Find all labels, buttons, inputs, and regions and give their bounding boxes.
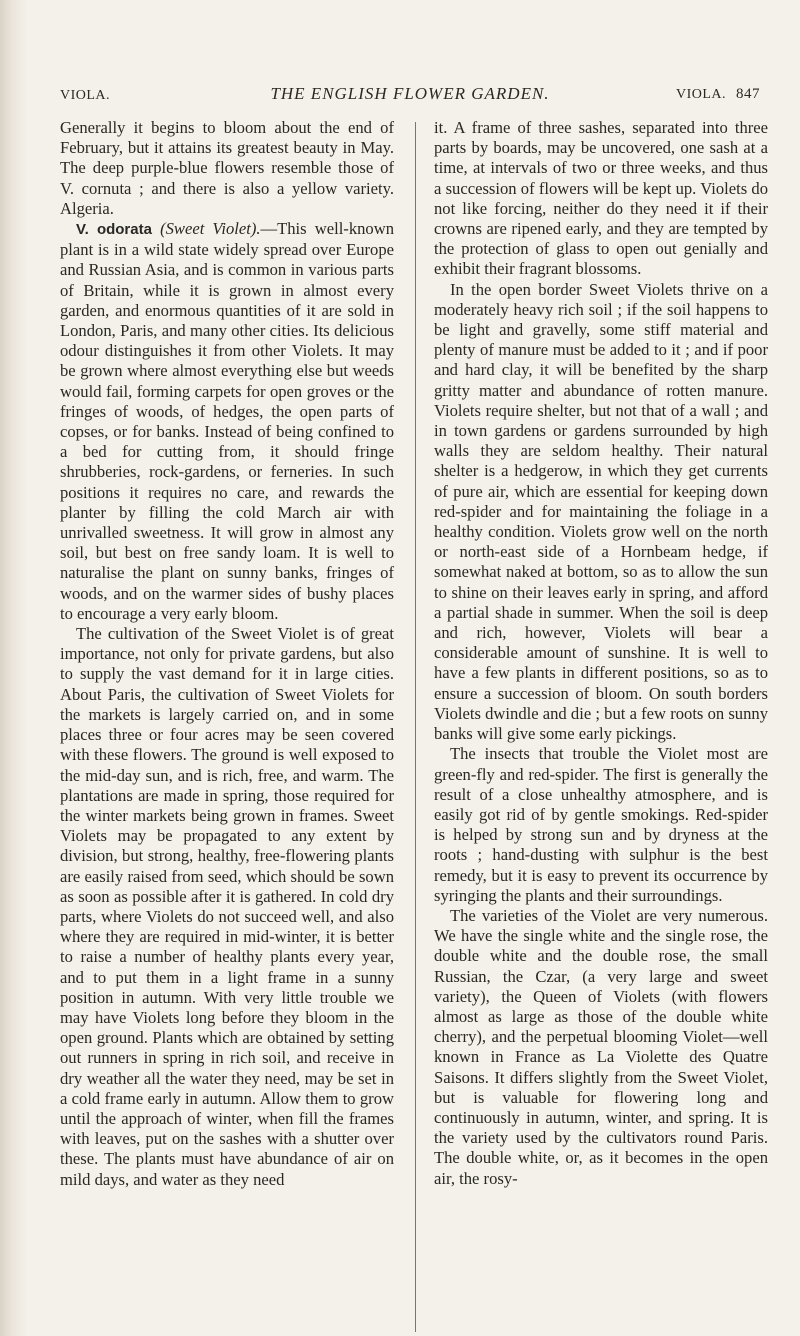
paragraph: The varieties of the Violet are very numerous. We have the single white and the single rose, the double white and the double rose, the small Russian, the Czar, (a very large and sweet variety), the Queen of Violets (with flowers almost as large as those of the double white cherry), and the perpetual blooming Violet—well known in France as La Violette des Quatre Saisons. It differs slightly from the Sweet Violet, but is valuable for flowering long and continuously in autumn, winter, and spring. It is the variety used by the cultivators round Paris. The double white, or, as it becomes in the open air, the rosy- — [434, 905, 768, 1188]
right-column — [434, 118, 768, 1189]
paragraph: it. A frame of three sashes, separated into three parts by boards, may be uncovered, one sash at a time, at intervals of two or three weeks, and thus a succession of flowers will be kept up. Violets do not like forcing, neither do they need it if their crowns are ripened early, and they are tempted by the protection of glass to open out genially and exhibit their fragrant blossoms. — [434, 118, 768, 279]
header-right — [676, 86, 760, 103]
column-divider — [415, 122, 416, 1332]
header-left: VIOLA. — [60, 88, 111, 103]
paragraph: The cultivation of the Sweet Violet is of great importance, not only for private gardens, but also to supply the vast demand for it in large cities. About Paris, the cultivation of Sweet Violets for the markets is largely carried on, and in some places three or four acres may be seen covered with these flowers. The ground is well exposed to the mid-day sun, and is rich, free, and warm. The plantations are made in spring, those required for the winter markets being grown in frames. Sweet Violets may be propagated to any extent by division, but strong, healthy, free-flowering plants are easily raised from seed, which should be sown as soon as possible after it is gathered. In cold dry parts, where Violets do not succeed well, and also where they are required in mid-winter, it is better to raise a number of healthy plants every year, and to put them in a light frame in a sunny position in autumn. With very little trouble we may have Violets long before they bloom in the open ground. Plants which are obtained by setting out runners in spring in rich soil, and receive in dry weather all the water they need, may be set in a cold frame early in autumn. Allow them to grow until the approach of winter, when fill the frames with leaves, put on the sashes with a shutter over these. The plants must have abundance of air on mild days, and water as they need — [60, 624, 394, 1189]
header-right-label: VIOLA. — [675, 87, 726, 102]
paragraph: The insects that trouble the Violet most are green-fly and red-spider. The first is generally the result of a close unhealthy atmosphere, and is easily got rid of by gentle smokings. Red-spider is helped by strong sun and by dryness at the roots ; hand-dusting with sulphur is the best remedy, but it is easy to prevent its occurrence by syringing the plants and their surroundings. — [434, 744, 768, 905]
left-column — [60, 118, 394, 1190]
running-header — [60, 84, 760, 108]
paragraph-text: —This well-known plant is in a wild state widely spread over Europe and Russian Asia, and is common in various parts of Britain, while it is grown in almost every garden, and enormous quantities of it are sold in London, Paris, and many other cities. Its delicious odour distinguishes it from other Violets. It may be grown where almost everything else but weeds would fail, forming carpets for open groves or the fringes of woods, of hedges, the open parts of copses, or for banks. Instead of being confined to a bed for cutting from, it should fringe shrubberies, rock-gardens, or ferneries. In such positions it requires no care, and rewards the planter by filling the cold March air with unrivalled sweetness. It will grow in almost any soil, but best on free sandy loam. It is well to naturalise the plant on sunny banks, fringes of woods, and on the warmer sides of bushy places to encourage a very early bloom. — [60, 219, 395, 623]
paragraph — [60, 219, 394, 624]
paragraph: In the open border Sweet Violets thrive on a moderately heavy rich soil ; if the soil happens to be light and gravelly, some stiff material and plenty of manure must be added to it ; and if poor and hard clay, it will be benefited by the sharp gritty matter and abundance of rotten manure. Violets require shelter, but not that of a wall ; and in town gardens or gardens surrounded by high walls they are seldom healthy. Their natural shelter is a hedgerow, in which they get currents of pure air, which are essential for keeping down red-spider and for maintaining the foliage in a healthy condition. Violets grow well on the north or north-east side of a Hornbeam hedge, if somewhat naked at bottom, so as to allow the sun to shine on their leaves early in spring, and afford a partial shade in summer. When the soil is deep and rich, however, Violets will bear a considerable amount of sunshine. It is well to have a few plants in different positions, so as to ensure a succession of bloom. On south borders Violets dwindle and die ; but a few roots on sunny banks will give some early pickings. — [434, 279, 768, 744]
common-name: (Sweet Violet). — [160, 219, 261, 239]
page-number: 847 — [736, 86, 760, 102]
paragraph: Generally it begins to bloom about the end of February, but it attains its greatest beauty in May. The deep purple-blue flowers resemble those of V. cornuta ; and there is also a yellow variety. Algeria. — [60, 118, 394, 218]
page-spine-shadow — [0, 0, 28, 1336]
header-title: THE ENGLISH FLOWER GARDEN. — [270, 84, 550, 103]
species-name: V. odorata — [76, 221, 152, 239]
